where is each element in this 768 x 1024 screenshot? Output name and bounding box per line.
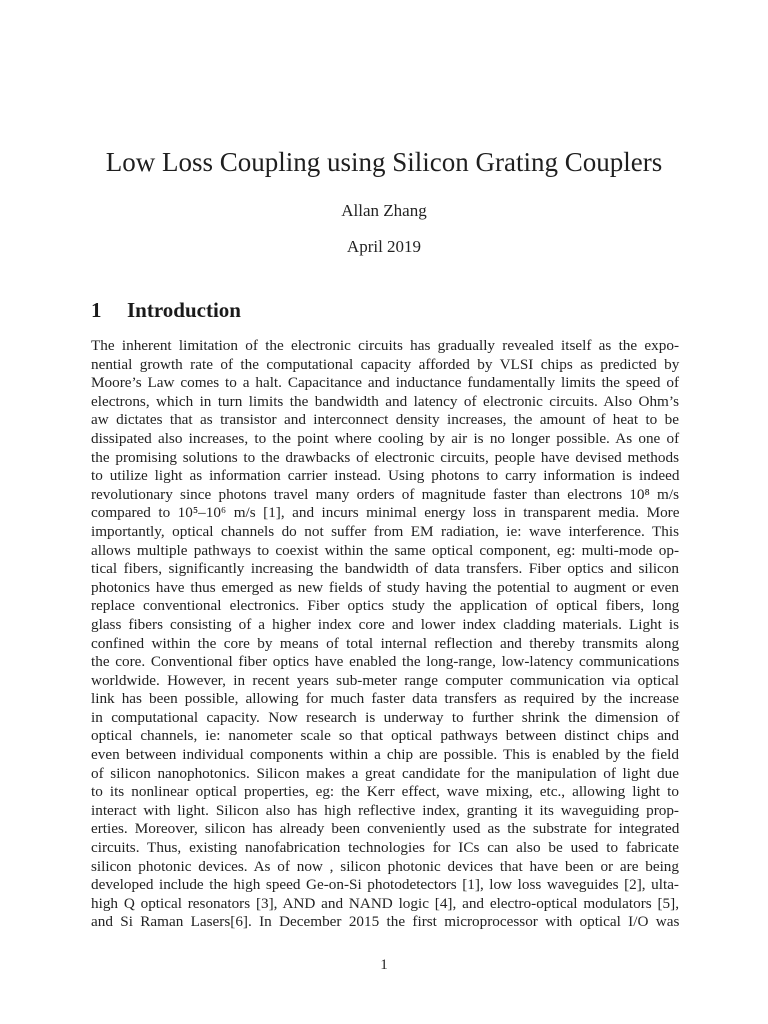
body-line: in computational capacity. Now research is underway to further shrink the dimension of [91, 708, 680, 726]
body-line: high Q optical resonators [3], AND and NAND logic [4], and electro-optical modulators [5], [91, 894, 679, 912]
body-line: interact with light. Silicon also has high reflective index, granting it its waveguiding prop- [91, 801, 679, 819]
body-line: aw dictates that as transistor and interconnect density increases, the amount of heat to be [91, 411, 679, 429]
body-line: glass fibers consisting of a higher index core and lower index cladding materials. Light is [91, 615, 679, 633]
body-line: The inherent limitation of the electronic circuits has gradually revealed itself as the expo- [91, 337, 679, 354]
body-line: of silicon nanophotonics. Silicon makes a great candidate for the manipulation of light due [91, 764, 679, 782]
body-line: revolutionary since photons travel many orders of magnitude faster than electrons 10⁸ m/s [91, 485, 679, 503]
body-line: the promising solutions to the drawbacks of electronic circuits, people have devised methods [91, 448, 679, 466]
body-line: developed include the high speed Ge-on-Si photodetectors [1], low loss waveguides [2], ulta- [91, 876, 679, 894]
body-line: silicon photonic devices. As of now , silicon photonic devices that have been or are being [91, 857, 679, 875]
body-line: nential growth rate of the computational capacity afforded by VLSI chips as predicted by [91, 355, 680, 373]
page-number: 1 [380, 957, 388, 973]
body-line: electrons, which in turn limits the bandwidth and latency of electronic circuits. Also Ohm’s [91, 392, 679, 410]
body-line: Moore’s Law comes to a halt. Capacitance and inductance fundamentally limits the speed of [91, 374, 679, 392]
body-line: replace conventional electronics. Fiber optics study the application of optical fibers, long [91, 597, 680, 615]
body-line: photonics have thus emerged as new fields of study having the potential to augment or even [91, 578, 679, 596]
body-line: worldwide. However, in recent years sub-meter range computer communication via optical [91, 671, 679, 689]
body-line: even between individual components within a chip are possible. This is enabled by the field [91, 746, 679, 764]
section-title: Introduction [127, 298, 241, 322]
paper-author: Allan Zhang [341, 201, 427, 220]
section-number: 1 [91, 298, 102, 322]
body-line: confined within the core by means of total internal reflection and thereby transmits along [91, 634, 680, 652]
body-line: importantly, optical channels do not suffer from EM radiation, ie: wave interference. This [91, 522, 679, 540]
body-line: the core. Conventional fiber optics have enabled the long-range, low-latency communications [91, 653, 680, 671]
body-line: to its nonlinear optical properties, eg: the Kerr effect, wave mixing, etc., allowing light to [91, 783, 679, 801]
body-text [91, 337, 679, 932]
body-line: tical fibers, significantly increasing the bandwidth of data transfers. Fiber optics and silicon [91, 560, 679, 578]
body-line: circuits. Thus, existing nanofabrication technologies for ICs can also be used to fabricate [91, 839, 679, 857]
body-line: link has been possible, allowing for much faster data transfers as required by the increase [91, 690, 679, 708]
paper-title: Low Loss Coupling using Silicon Grating Couplers [105, 147, 663, 177]
section-heading [91, 297, 241, 323]
body-line: to utilize light as information carrier instead. Using photons to carry information is indeed [91, 467, 680, 485]
body-line: dissipated also increases, to the point where cooling by air is no longer possible. As one of [91, 429, 680, 447]
paper-date: April 2019 [346, 237, 422, 256]
body-line: optical channels, ie: nanometer scale so that optical pathways between distinct chips and [91, 727, 679, 745]
body-line: compared to 10⁵–10⁶ m/s [1], and incurs minimal energy loss in transparent media. More [91, 504, 680, 522]
body-line: erties. Moreover, silicon has already been conveniently used as the substrate for integrated [91, 820, 680, 838]
body-line: and Si Raman Lasers[6]. In December 2015 the first microprocessor with optical I/O was [91, 913, 680, 931]
body-line: allows multiple pathways to coexist within the same optical component, eg: multi-mode op- [91, 541, 679, 559]
